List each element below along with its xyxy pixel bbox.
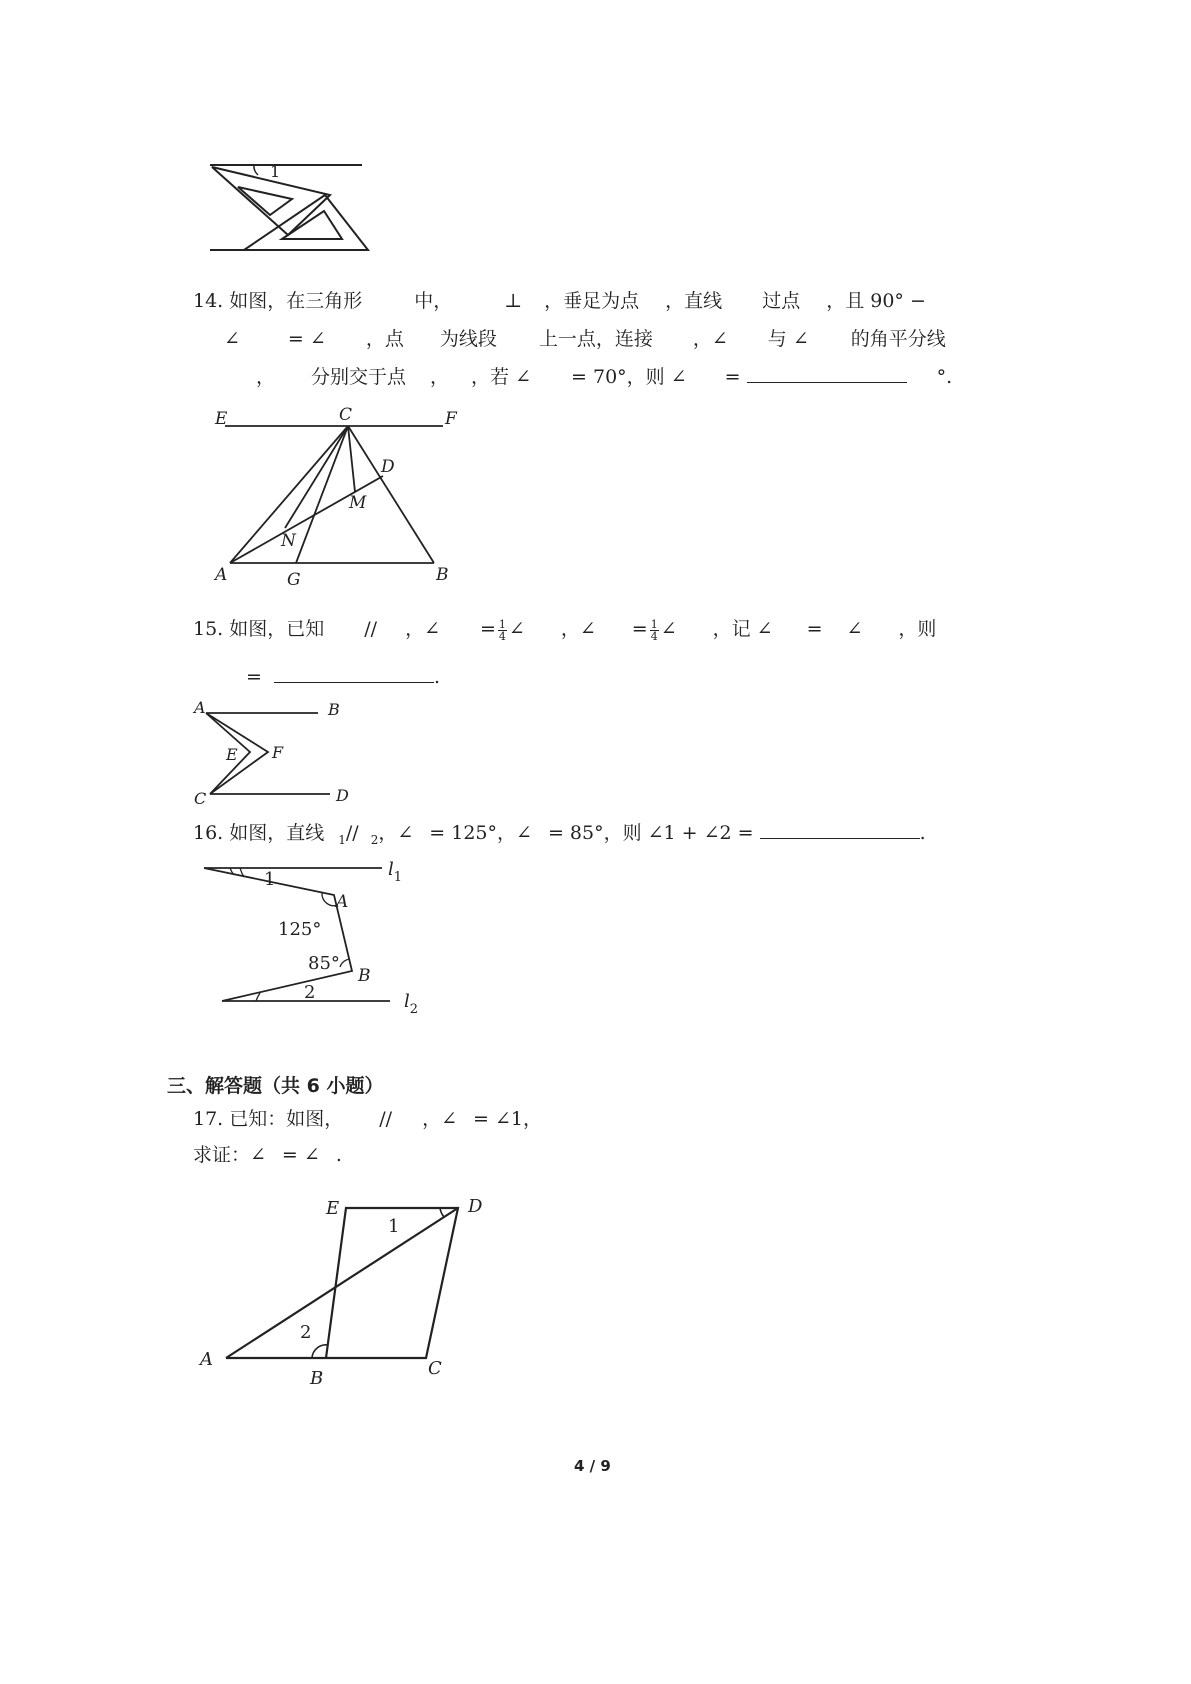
q17-line1: 17. 已知：如图， // ，∠ = ∠1， xyxy=(193,1108,542,1130)
q17-label-1: 1 xyxy=(388,1216,400,1237)
q16-label-125: 125° xyxy=(278,919,322,940)
q14-label-C: C xyxy=(339,405,353,425)
q17-label-C: C xyxy=(428,1358,442,1379)
q14-label-B: B xyxy=(436,565,449,585)
q17-line2: 求证：∠ = ∠ . xyxy=(193,1144,342,1166)
q14-figure xyxy=(205,400,475,595)
q16-label-1: 1 xyxy=(264,869,276,890)
q14-label-N: N xyxy=(281,531,296,551)
q14-answer-blank[interactable] xyxy=(747,364,907,383)
q16-line: 16. 如图，直线 $_1$// $_2$，∠ = 125°，∠ = 85°，则 ∠1 + ∠2 = . xyxy=(193,822,926,847)
q16-label-85: 85° xyxy=(308,953,340,974)
q15-figure xyxy=(192,700,372,810)
q17-label-B: B xyxy=(310,1368,324,1389)
q14-line2: ∠ = ∠ ，点 为线段 上一点，连接 ，∠ 与 ∠ 的角平分线 xyxy=(224,328,946,350)
q15-label-C: C xyxy=(194,789,207,808)
q13-figure xyxy=(200,155,380,265)
q15-line1: 15. 如图，已知 // ，∠ = $\frac{1}{4}$ ∠ ，∠ = $\frac{1}{4}$ ∠ ，记 ∠ = ∠ ，则 xyxy=(193,617,937,643)
q15-answer-blank[interactable] xyxy=(274,664,434,683)
q16-figure xyxy=(200,855,430,1025)
q15-label-A: A xyxy=(194,698,206,717)
q16-label-A: A xyxy=(336,892,349,912)
q16-label-B: B xyxy=(358,966,371,986)
q16-label-l2: $l_2$ xyxy=(404,991,419,1017)
q16-label-2: 2 xyxy=(304,982,316,1003)
q17-label-E: E xyxy=(326,1198,340,1219)
q15-frac-1: $\frac{1}{4}$ xyxy=(498,617,506,643)
q16-label-l1: $l_1$ xyxy=(388,859,403,885)
q17-label-A: A xyxy=(200,1349,213,1370)
q15-label-F: F xyxy=(272,743,284,762)
q14-line1: 14. 如图，在三角形 中， ⊥ ，垂足为点 ，直线 过点 ，且 90° − xyxy=(193,290,926,312)
section-title: 三、解答题（共 6 小题） xyxy=(167,1075,384,1097)
page-number: 4 / 9 xyxy=(574,1457,611,1475)
q17-label-D: D xyxy=(468,1196,483,1217)
q14-label-G: G xyxy=(287,570,301,590)
q17-figure xyxy=(196,1190,506,1390)
q17-label-2: 2 xyxy=(300,1322,312,1343)
q14-label-D: D xyxy=(381,457,395,477)
q15-line2: = . xyxy=(246,666,441,688)
q14-line3: ， 分别交于点 ， ，若 ∠ = 70°，则 ∠ = °. xyxy=(256,366,953,388)
q14-label-E: E xyxy=(215,409,228,429)
q13-label-1: 1 xyxy=(270,162,281,181)
q16-answer-blank[interactable] xyxy=(760,820,920,839)
q14-label-A: A xyxy=(215,565,228,585)
q15-label-D: D xyxy=(336,786,349,805)
q15-frac-2: $\frac{1}{4}$ xyxy=(650,617,658,643)
q14-label-F: F xyxy=(445,409,457,429)
q15-label-B: B xyxy=(328,700,340,719)
q15-label-E: E xyxy=(226,745,238,764)
q14-label-M: M xyxy=(349,493,367,513)
